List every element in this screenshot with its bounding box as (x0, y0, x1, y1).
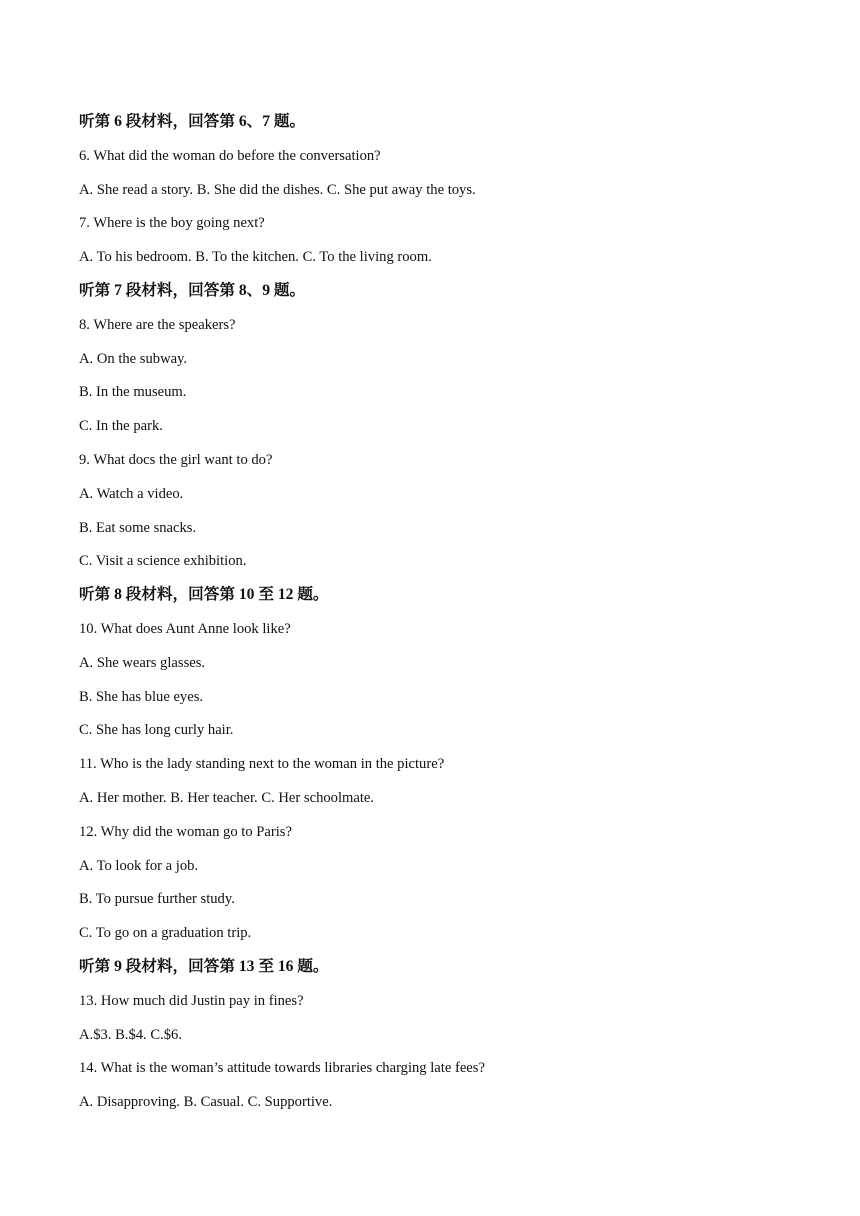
answer-options: B. In the museum. (79, 384, 187, 401)
answer-options: A. Disapproving. B. Casual. C. Supportive. (79, 1094, 333, 1111)
question-text: 12. Why did the woman go to Paris? (79, 823, 292, 840)
question-text: 14. What is the woman’s attitude towards libraries charging late fees? (79, 1060, 485, 1077)
document-body (79, 111, 779, 1125)
answer-options: B. Eat some snacks. (79, 519, 197, 536)
answer-options: A.$3. B.$4. C.$6. (79, 1026, 182, 1043)
section-heading: 听第 9 段材料，回答第 13 至 16 题。 (79, 957, 329, 975)
answer-options: A. She read a story. B. She did the dishes. C. She put away the toys. (79, 181, 476, 198)
question-text: 6. What did the woman do before the conversation? (79, 147, 381, 164)
answer-options: C. She has long curly hair. (79, 722, 234, 739)
answer-options: A. To his bedroom. B. To the kitchen. C. To the living room. (79, 249, 432, 266)
answer-options: C. To go on a graduation trip. (79, 925, 252, 942)
section-heading: 听第 6 段材料，回答第 6、7 题。 (79, 113, 306, 130)
question-text: 10. What does Aunt Anne look like? (79, 620, 291, 637)
section-heading: 听第 8 段材料，回答第 10 至 12 题。 (79, 586, 329, 604)
answer-options: A. To look for a job. (79, 857, 199, 874)
answer-options: B. She has blue eyes. (79, 688, 204, 705)
question-text: 13. How much did Justin pay in fines? (79, 992, 304, 1009)
answer-options: C. In the park. (79, 418, 163, 435)
answer-options: A. She wears glasses. (79, 654, 206, 671)
question-text: 9. What docs the girl want to do? (79, 451, 273, 468)
answer-options: A. On the subway. (79, 350, 188, 367)
question-text: 8. Where are the speakers? (79, 316, 236, 333)
answer-options: A. Her mother. B. Her teacher. C. Her schoolmate. (79, 789, 375, 806)
answer-options: C. Visit a science exhibition. (79, 553, 247, 570)
answer-options: A. Watch a video. (79, 485, 184, 502)
question-text: 11. Who is the lady standing next to the woman in the picture? (79, 756, 445, 773)
answer-options: B. To pursue further study. (79, 891, 235, 908)
question-text: 7. Where is the boy going next? (79, 215, 265, 232)
section-heading: 听第 7 段材料，回答第 8、9 题。 (79, 281, 306, 299)
